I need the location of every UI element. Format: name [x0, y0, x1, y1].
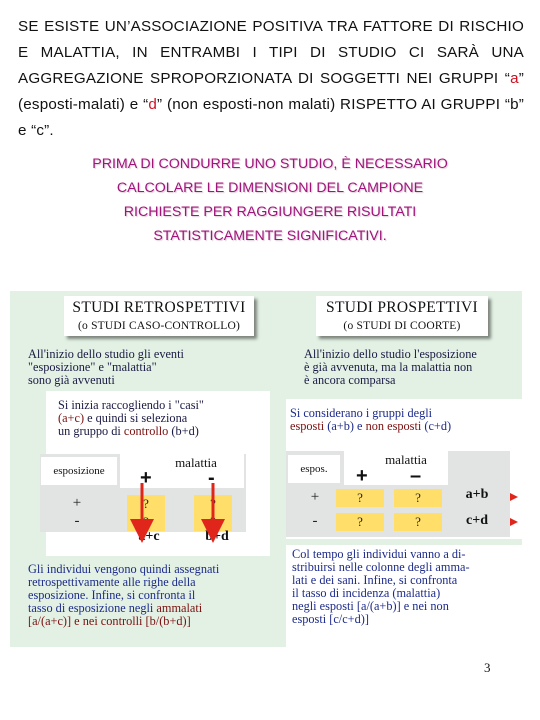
study-types-figure	[10, 291, 522, 647]
cell-b: ?	[394, 489, 442, 507]
prospective-banner	[316, 296, 488, 336]
note-line: PRIMA DI CONDURRE UNO STUDIO, È NECESSARIO	[92, 156, 448, 172]
text-span: (c+d)	[421, 419, 452, 433]
text-line: All'inizio dello studio gli eventi	[28, 347, 184, 361]
disease-label: malattia	[385, 452, 427, 467]
text-line: retrospettivamente alle righe della	[28, 575, 196, 589]
cell-c: ?	[336, 513, 384, 531]
intro-paragraph	[18, 14, 524, 144]
text-line: il tasso di incidenza (malattia)	[292, 586, 441, 600]
retrospective-col-header	[120, 454, 244, 488]
page-number: 3	[484, 660, 491, 675]
sample-size-note	[30, 152, 510, 248]
exposed-word: esposti	[290, 419, 325, 433]
text-line: Gli individui vengono quindi assegnati	[28, 562, 220, 576]
minus-sign: –	[410, 465, 422, 487]
prospective-selection	[290, 407, 520, 433]
row-exposed-label: +	[310, 489, 320, 505]
retrospective-selection	[58, 399, 268, 438]
retrospective-subtitle: (o STUDI CASO-CONTROLLO)	[78, 320, 240, 332]
cases-word: ammalati	[156, 601, 203, 615]
text-line: "esposizione" e "malattia"	[28, 360, 157, 374]
row-unexposed-label: -	[312, 513, 318, 529]
text-line: esposizione. Infine, si confronta il	[28, 588, 196, 602]
intro-text-3: ” (non esposti-non malati) RISPETTO AI GRUPPI “b” e “c”.	[18, 96, 524, 139]
text-line: sono già avvenuti	[28, 373, 115, 387]
cell-c: ?	[127, 513, 165, 531]
prospective-intro	[304, 348, 526, 387]
text-line: negli esposti [a/(a+b)] e nei non	[292, 599, 449, 613]
cell-a: ?	[127, 495, 165, 513]
sum-c-plus-d: c+d	[466, 513, 488, 528]
intro-letter-d: d	[148, 96, 158, 113]
text-line: All'inizio dello studio l'esposizione	[304, 347, 477, 361]
plus-sign: +	[356, 465, 368, 487]
sum-a-plus-b: a+b	[465, 487, 489, 502]
disease-label: malattia	[175, 455, 217, 470]
intro-text-2: ” (esposti-malati) e “	[18, 70, 524, 113]
intro-text-1: SE ESISTE UN’ASSOCIAZIONE POSITIVA TRA FATTORE DI RISCHIO E MALATTIA, IN ENTRAMBI I TIPI DI STUDIO CI SARÀ UNA AGGREGAZIONE SPROPORZIONATA DI SOGGETTI NEI GRUPPI “	[18, 18, 524, 87]
cell-d: ?	[394, 513, 442, 531]
controls-word: controllo	[123, 424, 169, 438]
text-line: è ancora comparsa	[304, 373, 396, 387]
text-span: un gruppo di	[58, 424, 124, 438]
prospective-row-header: espos.	[288, 455, 340, 483]
note-line: STATISTICAMENTE SIGNIFICATIVI.	[153, 228, 387, 244]
plus-sign: +	[140, 467, 152, 489]
retrospective-intro	[28, 348, 268, 387]
text-line: è già avvenuta, ma la malattia non	[304, 360, 473, 374]
cases-sum: (a+c)	[58, 411, 85, 425]
note-line: CALCOLARE LE DIMENSIONI DEL CAMPIONE	[116, 180, 424, 196]
text-span: e quindi si seleziona	[84, 411, 188, 425]
minus-sign: -	[208, 467, 215, 489]
text-line	[58, 425, 268, 438]
text-span: tasso di esposizione negli	[28, 601, 157, 615]
text-span: (a+b) e	[324, 419, 366, 433]
text-span: (b+d)	[168, 424, 199, 438]
cell-a: ?	[336, 489, 384, 507]
row-exposed-label: +	[72, 495, 82, 511]
text-line	[290, 420, 520, 433]
text-line: [a/(a+c)] e nei controlli [b/(b+d)]	[28, 614, 191, 628]
text-line: Col tempo gli individui vanno a di-	[292, 547, 466, 561]
row-unexposed-label: -	[74, 513, 80, 529]
text-line: lati e dei sani. Infine, si confronta	[292, 573, 458, 587]
prospective-title: STUDI PROSPETTIVI	[326, 299, 478, 316]
sum-a-plus-c: a+c	[138, 529, 160, 544]
intro-letter-a: a	[510, 70, 519, 87]
text-line: esposti [c/c+d)]	[292, 612, 369, 626]
cell-d: ?	[194, 513, 232, 531]
note-line: RICHIESTE PER RAGGIUNGERE RISULTATI	[123, 204, 417, 220]
prospective-conclusion-box	[286, 545, 522, 647]
retrospective-conclusion	[28, 563, 278, 628]
text-line: Si considerano i gruppi degli	[290, 406, 433, 420]
sum-b-plus-d: b+d	[205, 529, 229, 544]
prospective-subtitle: (o STUDI DI COORTE)	[343, 320, 461, 332]
text-line: stribuirsi nelle colonne degli amma-	[292, 560, 470, 574]
retrospective-banner	[64, 296, 254, 336]
unexposed-word: non esposti	[365, 419, 422, 433]
retrospective-row-header: esposizione	[41, 457, 117, 485]
prospective-conclusion	[292, 548, 518, 626]
retrospective-title: STUDI RETROSPETTIVI	[72, 299, 246, 316]
cell-b: ?	[194, 495, 232, 513]
text-line: Si inizia raccogliendo i "casi"	[58, 398, 204, 412]
